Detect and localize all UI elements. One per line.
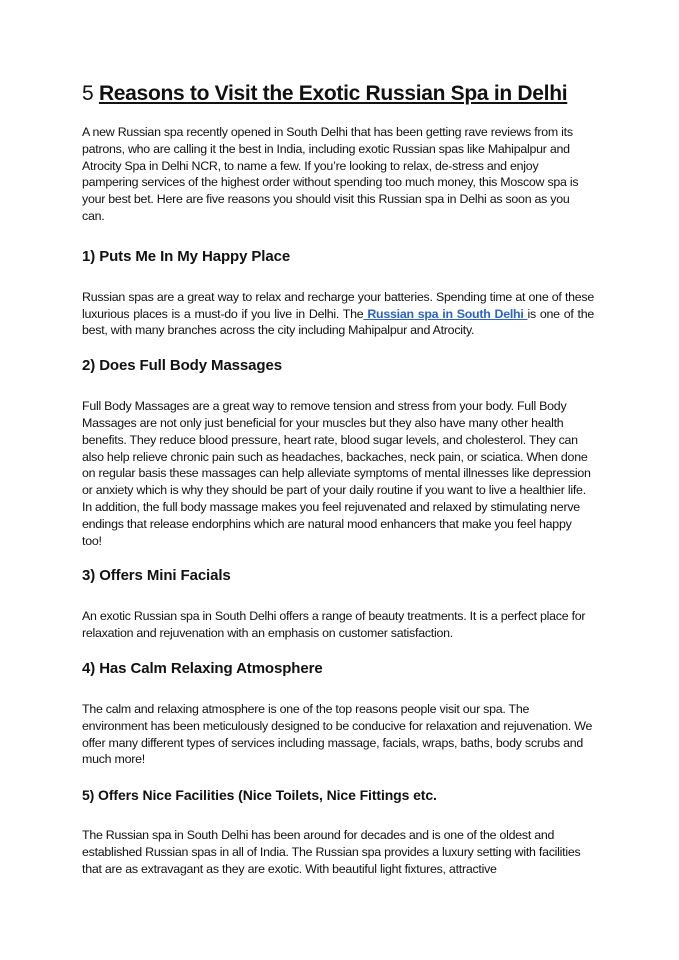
section-3-paragraph: An exotic Russian spa in South Delhi offers a range of beauty treatments. It is a perfect place for relaxation and rejuvenation with an emphasis on customer satisfaction. xyxy=(82,609,586,641)
section-5-paragraph: The Russian spa in South Delhi has been around for decades and is one of the oldest and established Russian spas in all of India. The Russian spa provides a luxury setting with facilities that are as extravagant as they are exotic. With beautiful light fixtures, attractive xyxy=(82,828,581,876)
section-1-heading: 1) Puts Me In My Happy Place xyxy=(82,247,291,265)
section-5-heading: 5) Offers Nice Facilities (Nice Toilets, Nice Fittings etc. xyxy=(82,787,437,804)
section-2-heading: 2) Does Full Body Massages xyxy=(82,357,282,375)
page-title xyxy=(82,80,594,108)
section-1-paragraph xyxy=(82,289,594,339)
section-4-paragraph: The calm and relaxing atmosphere is one of the top reasons people visit our spa. The environment has been meticulously designed to be conducive for relaxation and rejuvenation. We offer many different types of services including massage, facials, wraps, baths, body scrubs and much more! xyxy=(82,701,593,767)
section-1-text-after: is one of the best, with many branches across the city including Mahipalpur and Atrocity. xyxy=(82,306,595,338)
section-1-text-before: Russian spas are a great way to relax and recharge your batteries. Spending time at one of these luxurious places is a must-do if you live in Delhi. The xyxy=(82,289,594,321)
intro-paragraph: A new Russian spa recently opened in South Delhi that has been getting rave reviews from its patrons, who are calling it the best in India, including exotic Russian spas like Mahipalpur and Atrocity Spa in Delhi NCR, to name a few. If you’re looking to relax, de-stress and enjoy pampering services of the highest order without spending too much money, this Moscow spa is your best bet. Here are five reasons you should visit this Russian spa in Delhi as soon as you can. xyxy=(82,125,579,223)
title-number: 5 xyxy=(82,82,94,105)
document-page xyxy=(82,80,594,878)
section-4-heading: 4) Has Calm Relaxing Atmosphere xyxy=(82,659,323,677)
russian-spa-south-delhi-link[interactable]: Russian spa in South Delhi xyxy=(363,306,528,321)
section-2-paragraph: Full Body Massages are a great way to remove tension and stress from your body. Full Body Massages are not only just beneficial for your muscles but they also have many other health benefits. They reduce blood pressure, heart rate, blood sugar levels, and cholesterol. They can also help relieve chronic pain such as headaches, backaches, neck pain, or sciatica. When done on regular basis these massages can help alleviate symptoms of mental illnesses like depression or anxiety which is why they should be part of your daily routine if you want to live a healthier life. In addition, the full body massage makes you feel rejuvenated and relaxed by stimulating nerve endings that release endorphins which are natural mood enhancers that make you feel happy too! xyxy=(82,399,591,548)
section-3-heading: 3) Offers Mini Facials xyxy=(82,567,231,585)
title-text: Reasons to Visit the Exotic Russian Spa in Delhi xyxy=(98,82,568,105)
